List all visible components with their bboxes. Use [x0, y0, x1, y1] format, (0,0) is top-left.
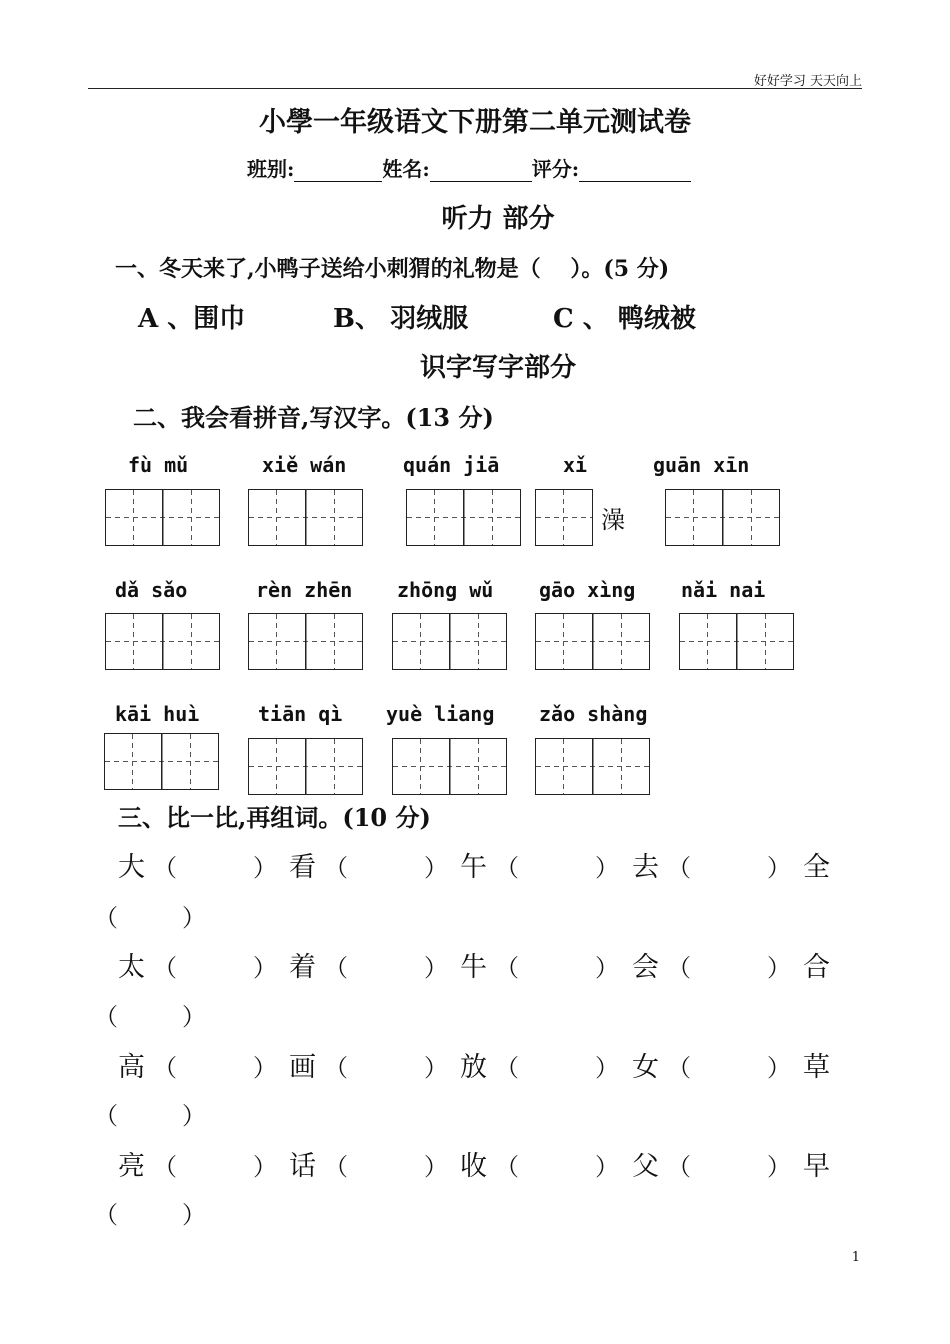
pinyin: tiān qì — [258, 702, 343, 726]
pinyin: nǎi nai — [681, 578, 766, 602]
name-field[interactable] — [430, 159, 532, 182]
open-paren: （ — [495, 1153, 519, 1181]
writing-box[interactable] — [665, 489, 780, 546]
compare-char: 牛 — [460, 952, 487, 983]
pinyin: gāo xìng — [539, 578, 636, 602]
close-paren: ） — [767, 954, 791, 982]
pinyin: fù mǔ — [128, 453, 189, 477]
open-paren: （ — [324, 854, 348, 882]
pinyin: zhōng wǔ — [397, 578, 494, 602]
compare-char: 草 — [803, 1052, 830, 1083]
compare-char: 画 — [289, 1052, 316, 1083]
close-paren: ） — [424, 954, 448, 982]
close-paren: ） — [595, 1153, 619, 1181]
close-paren: ） — [767, 1054, 791, 1082]
open-paren: （ — [667, 854, 691, 882]
open-paren: （ — [94, 1201, 118, 1229]
compare-char: 全 — [803, 852, 830, 883]
close-paren: ） — [253, 1153, 277, 1181]
writing-box[interactable] — [104, 733, 219, 790]
option-b[interactable] — [333, 298, 468, 335]
pinyin: dǎ sǎo — [115, 578, 188, 602]
open-paren: （ — [667, 954, 691, 982]
section-literacy-heading: 识字写字部分 — [419, 353, 576, 383]
writing-box[interactable] — [248, 738, 363, 795]
close-paren: ） — [182, 1003, 206, 1031]
compare-char: 早 — [803, 1151, 830, 1182]
close-paren: ） — [595, 954, 619, 982]
writing-box[interactable] — [535, 738, 650, 795]
option-a-letter: A — [138, 304, 159, 334]
name-label: 姓名: — [382, 157, 430, 181]
section-listening-heading: 听力 部分 — [441, 204, 555, 234]
option-c[interactable] — [553, 298, 696, 335]
open-paren: （ — [667, 1054, 691, 1082]
pinyin: zǎo shàng — [539, 702, 648, 726]
writing-box[interactable] — [248, 489, 363, 546]
option-b-text: 羽绒服 — [390, 304, 469, 334]
close-paren: ） — [424, 854, 448, 882]
open-paren: （ — [495, 954, 519, 982]
writing-box[interactable] — [392, 738, 507, 795]
compare-char: 大 — [118, 852, 145, 883]
score-label: 评分: — [531, 157, 580, 181]
writing-box[interactable] — [392, 613, 507, 670]
compare-char: 话 — [289, 1151, 316, 1182]
open-paren: （ — [153, 1054, 177, 1082]
writing-box[interactable] — [535, 613, 650, 670]
class-label: 班别: — [247, 157, 295, 181]
writing-box[interactable] — [535, 489, 593, 546]
close-paren: ） — [424, 1153, 448, 1181]
page-number: 1 — [851, 1250, 860, 1265]
compare-char: 着 — [289, 952, 316, 983]
close-paren: ） — [424, 1054, 448, 1082]
close-paren: ） — [182, 1102, 206, 1130]
compare-char: 放 — [460, 1052, 487, 1083]
pinyin: guān xīn — [653, 453, 750, 477]
page-title: 小學一年级语文下册第二单元测试卷 — [259, 107, 691, 138]
close-paren: ） — [182, 904, 206, 932]
close-paren: ） — [767, 854, 791, 882]
header-rule — [88, 88, 862, 89]
open-paren: （ — [153, 954, 177, 982]
open-paren: （ — [153, 854, 177, 882]
open-paren: （ — [495, 1054, 519, 1082]
given-character: 澡 — [601, 506, 625, 534]
pinyin: quán jiā — [403, 453, 500, 477]
option-b-sep: 、 — [354, 304, 381, 334]
compare-char: 高 — [118, 1052, 145, 1083]
open-paren: （ — [324, 954, 348, 982]
option-c-text: 鸭绒被 — [617, 304, 696, 334]
student-info — [247, 153, 691, 182]
close-paren: ） — [767, 1153, 791, 1181]
compare-char: 女 — [632, 1052, 659, 1083]
writing-box[interactable] — [248, 613, 363, 670]
pinyin: yuè liang — [386, 702, 495, 726]
close-paren: ） — [595, 1054, 619, 1082]
compare-char: 父 — [632, 1151, 659, 1182]
pinyin: xǐ — [563, 453, 588, 477]
open-paren: （ — [324, 1153, 348, 1181]
open-paren: （ — [153, 1153, 177, 1181]
open-paren: （ — [667, 1153, 691, 1181]
question-3-text: 三、比一比,再组词。(10 分) — [118, 803, 431, 832]
close-paren: ） — [253, 1054, 277, 1082]
option-c-letter: C — [553, 304, 574, 334]
class-field[interactable] — [294, 159, 382, 182]
option-a-text: 围巾 — [193, 304, 246, 334]
open-paren: （ — [94, 904, 118, 932]
pinyin: rèn zhēn — [256, 578, 353, 602]
open-paren: （ — [324, 1054, 348, 1082]
open-paren: （ — [94, 1102, 118, 1130]
option-c-sep: 、 — [582, 304, 609, 334]
compare-char: 会 — [632, 952, 659, 983]
writing-box[interactable] — [679, 613, 794, 670]
pinyin: kāi huì — [115, 702, 200, 726]
close-paren: ） — [595, 854, 619, 882]
open-paren: （ — [94, 1003, 118, 1031]
question-2-text: 二、我会看拼音,写汉字。(13 分) — [133, 403, 494, 432]
writing-box[interactable] — [105, 489, 220, 546]
compare-char: 太 — [118, 952, 145, 983]
compare-char: 收 — [460, 1151, 487, 1182]
compare-char: 亮 — [118, 1151, 145, 1182]
close-paren: ） — [253, 954, 277, 982]
open-paren: （ — [495, 854, 519, 882]
pinyin: xiě wán — [262, 453, 347, 477]
option-b-letter: B — [333, 304, 355, 334]
writing-box[interactable] — [105, 613, 220, 670]
writing-box[interactable] — [406, 489, 521, 546]
question-1-text: 一、冬天来了,小鸭子送给小刺猬的礼物是（ ）。(5 分) — [115, 256, 670, 282]
compare-char: 去 — [632, 852, 659, 883]
close-paren: ） — [182, 1201, 206, 1229]
compare-char: 合 — [803, 952, 830, 983]
compare-char: 看 — [289, 852, 316, 883]
score-field[interactable] — [579, 159, 691, 182]
option-a-sep: 、 — [167, 304, 194, 334]
compare-char: 午 — [460, 852, 487, 883]
header-motto: 好好学习 天天向上 — [753, 74, 862, 89]
close-paren: ） — [253, 854, 277, 882]
option-a[interactable] — [138, 298, 245, 335]
